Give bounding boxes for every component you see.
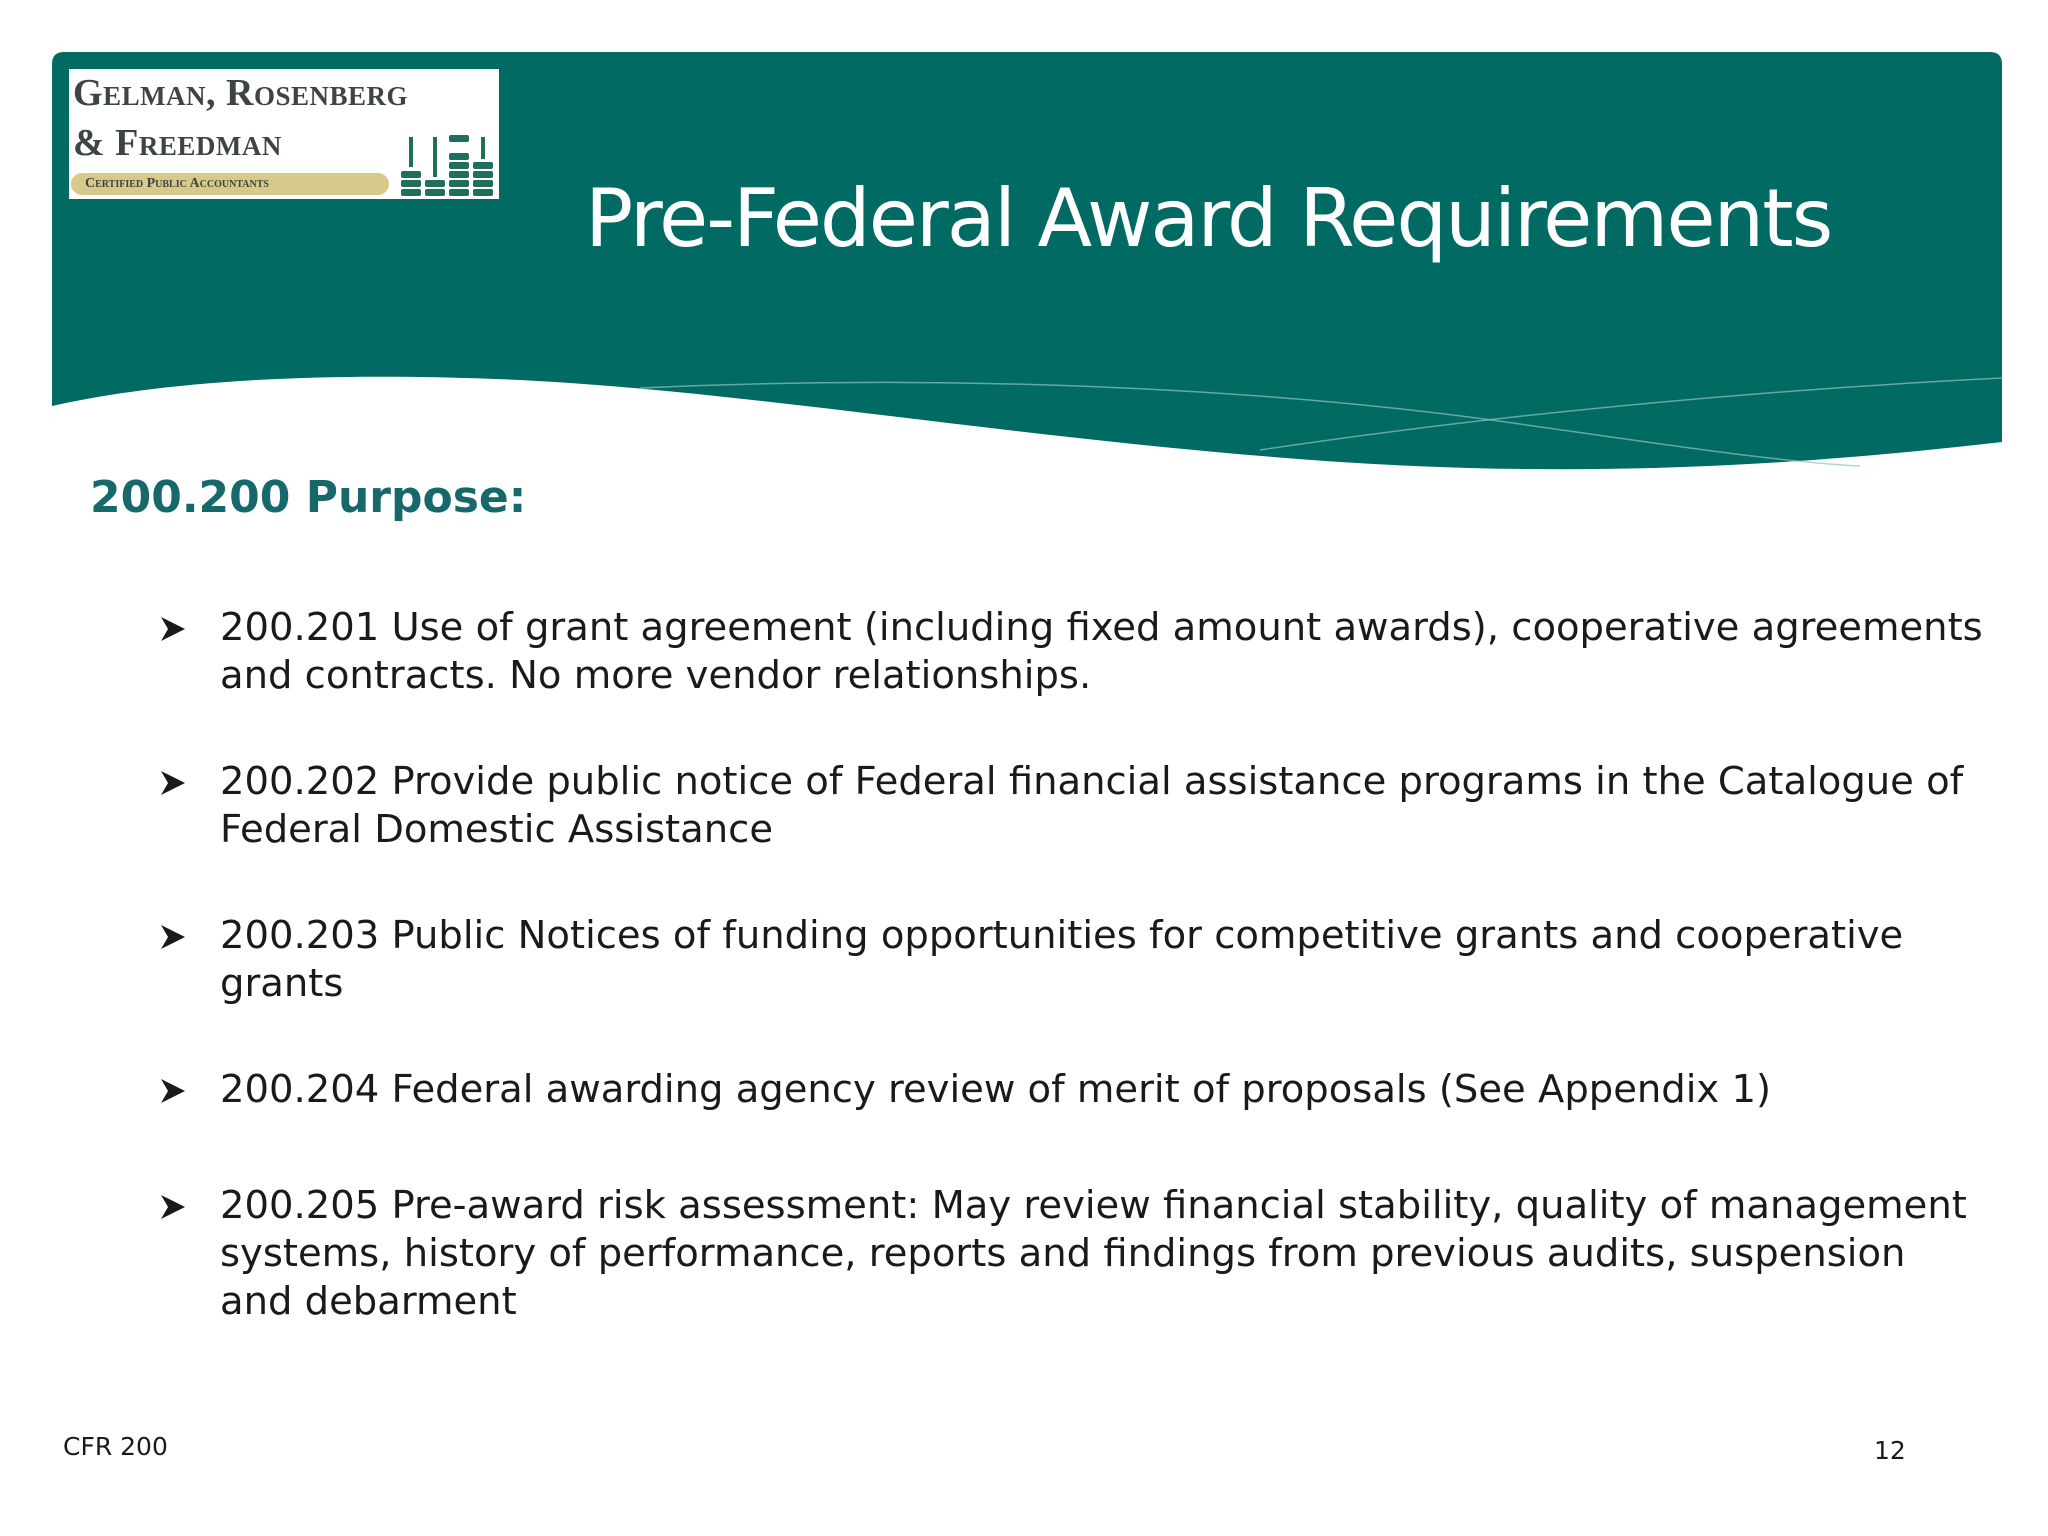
footer-label: CFR 200 [63,1432,168,1461]
arrow-bullet-icon [160,616,186,642]
bullet-text: 200.204 Federal awarding agency review of merit of proposals (See Appendix 1) [220,1067,1771,1112]
logo-tagline: Certified Public Accountants [71,173,389,195]
arrow-bullet-icon [160,770,186,796]
arrow-bullet-icon [160,924,186,950]
section-heading: 200.200 Purpose: [90,472,527,523]
bullet-text: 200.202 Provide public notice of Federal financial assistance programs in the Catalogue of Federal Domestic Assistance [220,759,1964,852]
bullet-text: 200.203 Public Notices of funding opportunities for competitive grants and cooperative grants [220,913,1904,1006]
arrow-bullet-icon [160,1078,186,1104]
logo-firm-name-line2: & Freedman [73,122,282,164]
logo-firm-name-line1: Gelman, Rosenberg [73,72,409,114]
slide-title: Pre-Federal Award Requirements [585,172,1832,265]
arrow-bullet-icon [160,1194,186,1220]
firm-logo [69,69,499,199]
page-number: 12 [1874,1436,1906,1465]
abacus-icon [399,131,497,197]
bullet-text: 200.201 Use of grant agreement (including fixed amount awards), cooperative agreements and contracts. No more vendor relationships. [220,605,1983,698]
bullet-text: 200.205 Pre-award risk assessment: May review financial stability, quality of management systems, history of performance, reports and findings from previous audits, suspension and debarment [220,1183,1967,1324]
